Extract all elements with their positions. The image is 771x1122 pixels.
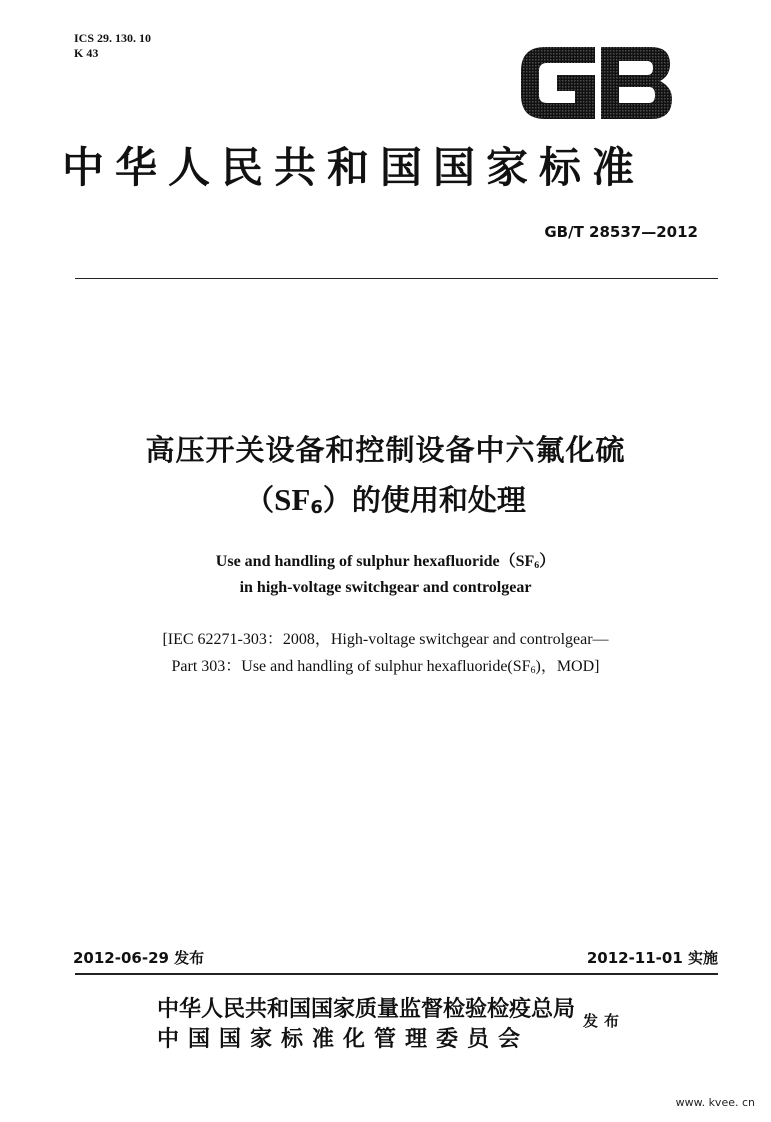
title-english-subscript: 6 — [534, 559, 540, 571]
issuer-aqsiq: 中华人民共和国国家质量监督检验检疫总局 — [157, 996, 576, 1021]
classification-codes — [74, 31, 151, 61]
header-divider — [75, 278, 718, 279]
title-chinese-line2 — [0, 480, 771, 520]
title-chinese-paren-open: （ — [245, 483, 275, 517]
logo-letter-g — [521, 47, 595, 119]
title-english-line1 — [0, 551, 771, 573]
k-code: K 43 — [74, 46, 99, 60]
title-chinese-sf: SF — [274, 482, 311, 517]
title-english-line2: in high-voltage switchgear and controlgear — [239, 579, 532, 596]
gb-logo-icon — [517, 41, 674, 123]
ics-code: ICS 29. 130. 10 — [74, 31, 152, 45]
footer-divider — [75, 973, 718, 975]
title-chinese-subscript: 6 — [310, 497, 323, 519]
title-english-close: ） — [539, 553, 556, 570]
title-chinese-rest: ）的使用和处理 — [322, 483, 526, 517]
implement-date: 2012-11-01 实施 — [586, 949, 718, 967]
publish-date: 2012-06-29 发布 — [73, 949, 205, 967]
title-english-main: Use and handling of sulphur hexafluoride（SF — [215, 553, 535, 570]
iec-reference-line1: [IEC 62271-303：2008，High-voltage switchgear and controlgear— — [162, 631, 609, 648]
standard-number: GB/T 28537—2012 — [544, 223, 698, 241]
iec-reference-subscript: 6 — [530, 664, 536, 676]
iec-reference-close: )，MOD] — [535, 658, 600, 675]
issued-by-label: 发布 — [583, 1012, 626, 1030]
iec-reference-main: Part 303：Use and handling of sulphur hexafluoride(SF — [171, 658, 531, 675]
logo-letter-b — [601, 47, 672, 119]
issuer-sac: 中国国家标准化管理委员会 — [157, 1026, 530, 1051]
title-chinese-line1: 高压开关设备和控制设备中六氟化硫 — [145, 433, 626, 467]
website-watermark: www. kvee. cn — [675, 1096, 755, 1109]
gb-logo — [517, 41, 674, 123]
national-standard-banner: 中华人民共和国国家标准 — [62, 146, 646, 192]
iec-reference-line2 — [0, 656, 771, 678]
